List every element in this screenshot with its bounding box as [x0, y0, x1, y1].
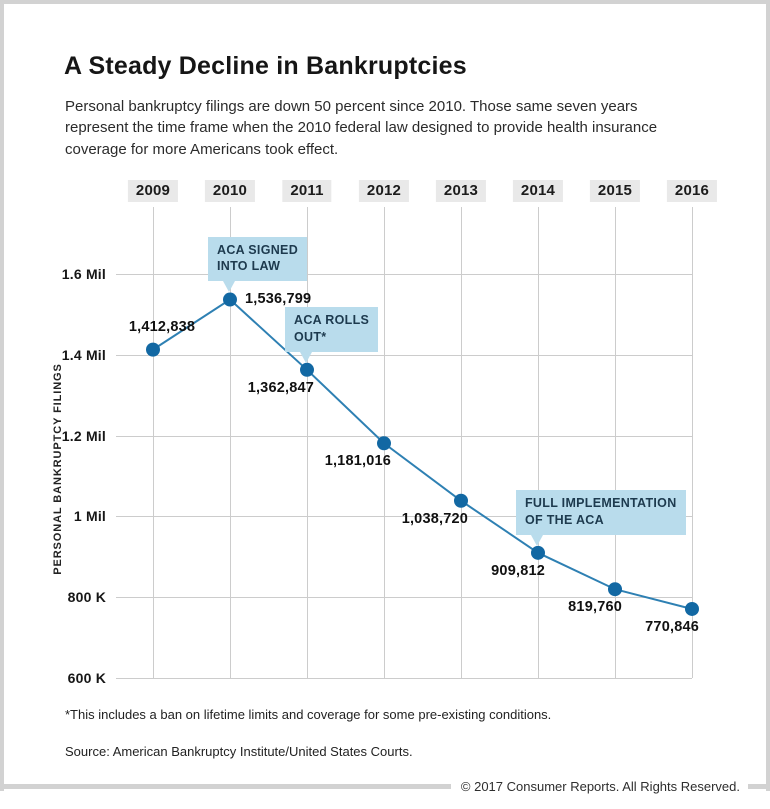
data-point-2009: [146, 343, 160, 357]
annotation-callout: [285, 307, 378, 352]
chart-subtitle: Personal bankruptcy filings are down 50 percent since 2010. Those same seven years represent the time frame when the 2010 federal law designed to provide health insurance coverage for more Americans took effect.: [65, 98, 658, 158]
annotation-callout-line: INTO LAW: [217, 259, 281, 274]
data-point-value-label: 1,362,847: [247, 379, 314, 396]
x-axis-year-label: 2009: [128, 180, 178, 202]
annotation-callout-line: OUT*: [294, 329, 327, 344]
y-axis-tick-label: 1.2 Mil: [61, 427, 106, 444]
annotation-callout-line: ACA ROLLS: [294, 312, 370, 327]
y-axis-title: PERSONAL BANKRUPTCY FILINGS: [52, 363, 64, 575]
annotation-callout: [208, 237, 307, 282]
data-point-2014: [531, 546, 545, 560]
data-point-2013: [454, 494, 468, 508]
x-axis-year-label: 2013: [436, 180, 486, 202]
data-point-value-label: 819,760: [568, 599, 622, 616]
footer-rule-left: [0, 784, 451, 789]
data-point-value-label: 1,181,016: [324, 453, 391, 470]
data-point-2011: [300, 363, 314, 377]
chart-source: Source: American Bankruptcy Institute/United States Courts.: [65, 744, 413, 759]
y-axis-tick-label: 1.4 Mil: [61, 346, 106, 363]
x-axis-year-label: 2015: [590, 180, 640, 202]
footer: [0, 779, 770, 794]
footer-rule-right: [748, 784, 770, 789]
data-point-value-label: 770,846: [645, 618, 699, 635]
data-point-2015: [608, 582, 622, 596]
annotation-callout-line: OF THE ACA: [525, 512, 604, 527]
x-axis-year-label: 2011: [282, 180, 331, 202]
data-point-2016: [685, 602, 699, 616]
x-axis-year-label: 2012: [359, 180, 409, 202]
annotation-callout-line: FULL IMPLEMENTATION: [525, 495, 677, 510]
annotation-callout-line: ACA SIGNED: [217, 242, 299, 257]
annotation-callout: [516, 490, 686, 535]
data-point-2012: [377, 436, 391, 450]
bankruptcy-line-chart: [4, 177, 766, 747]
y-axis-tick-label: 1.6 Mil: [61, 266, 106, 282]
chart-footnote: *This includes a ban on lifetime limits and coverage for some pre-existing conditions.: [65, 707, 552, 722]
x-axis-year-label: 2014: [513, 180, 563, 202]
y-axis-tick-label: 600 K: [67, 670, 106, 686]
data-point-value-label: 1,412,838: [128, 318, 196, 335]
data-point-value-label: 1,038,720: [401, 510, 468, 527]
y-axis-tick-label: 1 Mil: [73, 508, 106, 525]
x-axis-year-label: 2016: [667, 180, 717, 202]
data-point-2010: [223, 293, 237, 307]
data-point-value-label: 1,536,799: [245, 290, 312, 307]
data-point-value-label: 909,812: [491, 562, 545, 579]
x-axis-year-label: 2010: [205, 180, 255, 202]
copyright-text: © 2017 Consumer Reports. All Rights Reserved.: [460, 779, 740, 794]
trend-line: [153, 300, 692, 609]
y-axis-tick-label: 800 K: [67, 589, 106, 606]
chart-title: A Steady Decline in Bankruptcies: [64, 52, 467, 80]
